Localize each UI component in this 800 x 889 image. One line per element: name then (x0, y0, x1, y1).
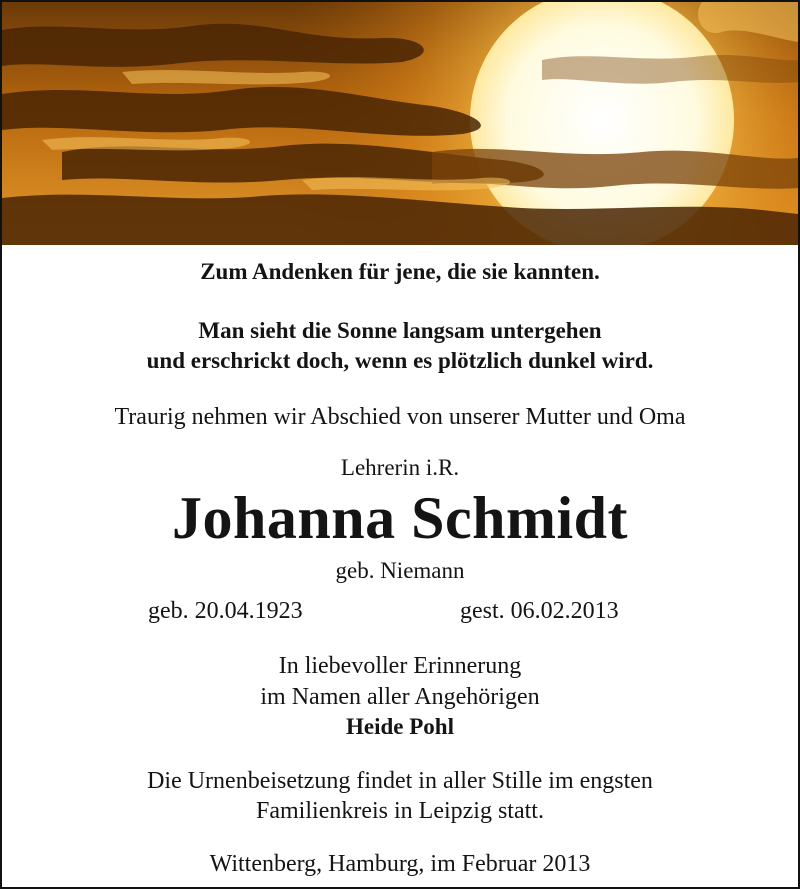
funeral-note-line-2: Familienkreis in Leipzig statt. (256, 798, 544, 824)
remembrance-line-1: In liebevoller Erinnerung (278, 653, 522, 679)
funeral-note-line-1: Die Urnenbeisetzung findet in aller Stille im engsten (147, 768, 653, 794)
deceased-name: Johanna Schmidt (172, 485, 628, 551)
motto-line: Zum Andenken für jene, die sie kannten. (200, 259, 600, 284)
sunset-banner-image (2, 2, 798, 245)
verse-line-2: und erschrickt doch, wenn es plötzlich dunkel wird. (146, 348, 654, 373)
place-and-date: Wittenberg, Hamburg, im Februar 2013 (209, 851, 591, 877)
birth-date: geb. 20.04.1923 (148, 598, 303, 624)
death-date: gest. 06.02.2013 (460, 598, 619, 624)
verse-line-1: Man sieht die Sonne langsam untergehen (198, 318, 602, 343)
remembrance-line-2: im Namen aller Angehörigen (260, 684, 540, 710)
maiden-name: geb. Niemann (335, 558, 465, 583)
signer-name: Heide Pohl (346, 714, 454, 739)
deceased-title: Lehrerin i.R. (340, 455, 460, 480)
farewell-intro: Traurig nehmen wir Abschied von unserer Mutter und Oma (114, 404, 686, 430)
